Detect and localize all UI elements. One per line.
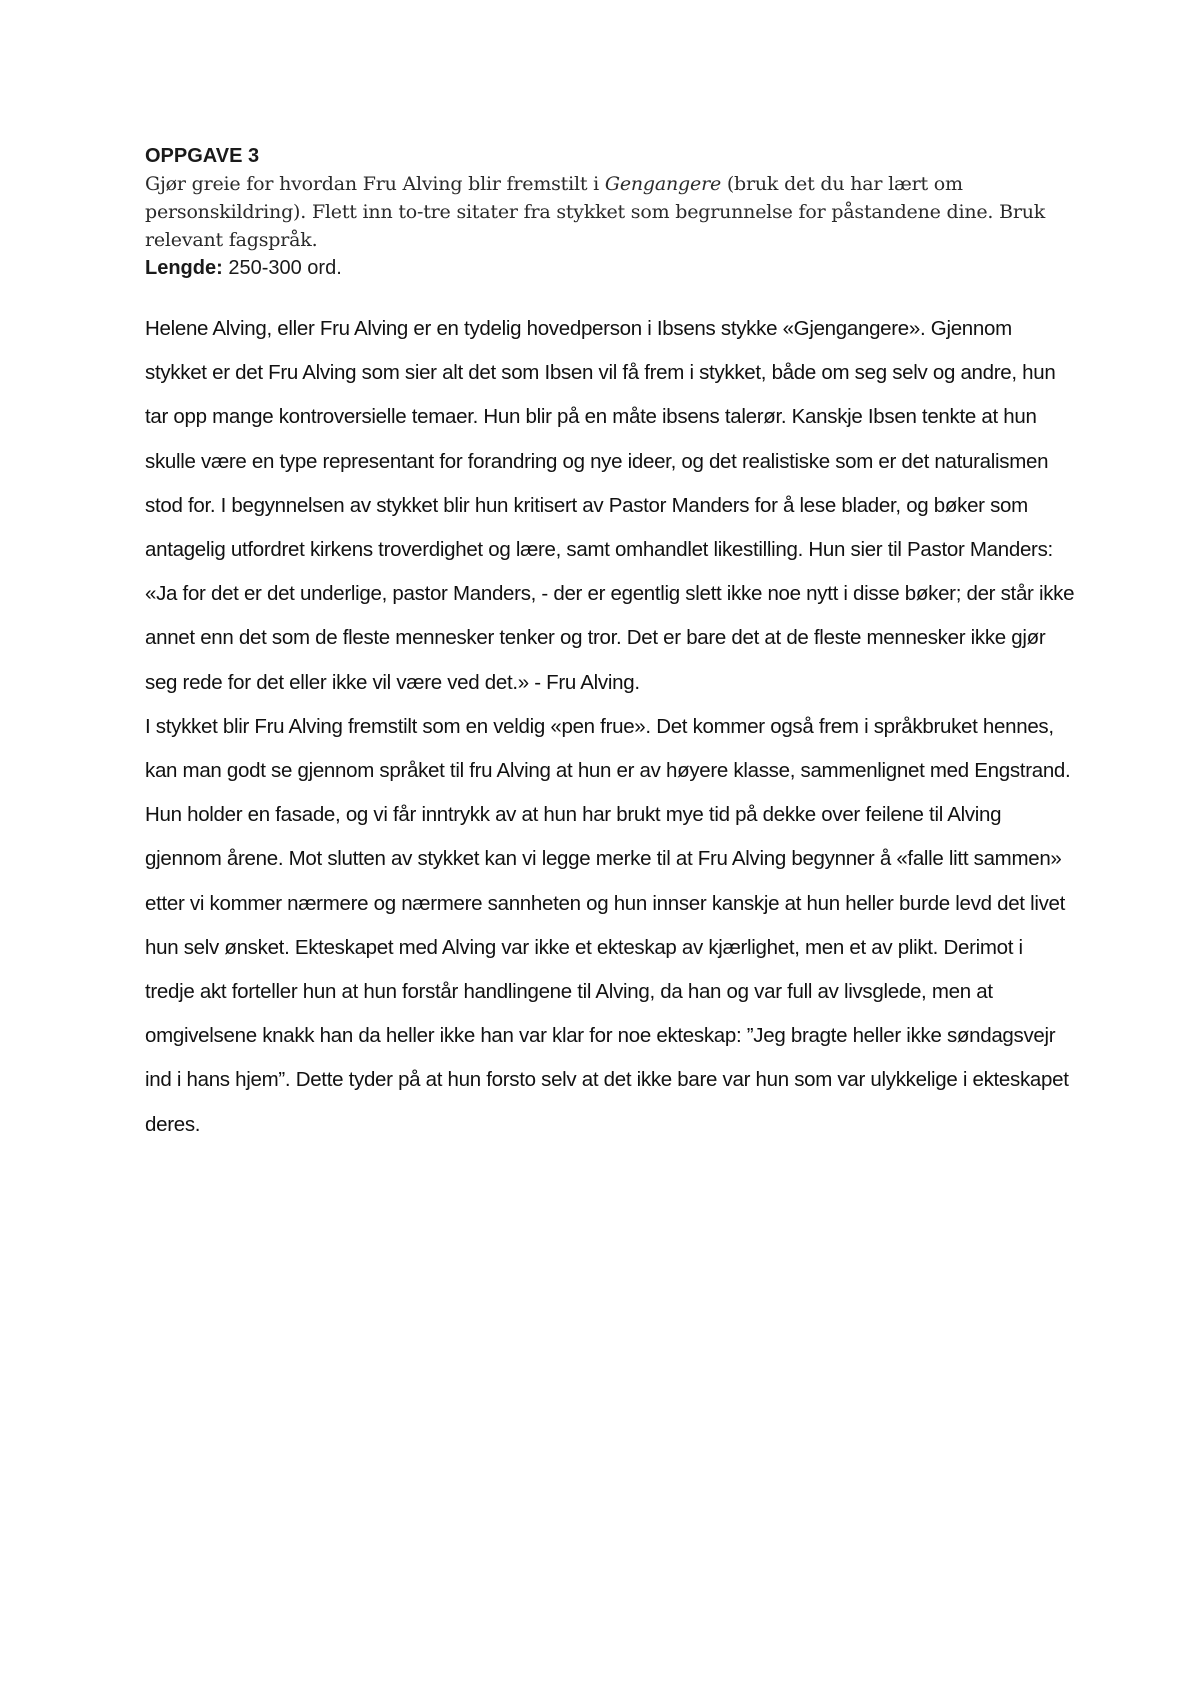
length-requirement xyxy=(145,254,1075,282)
answer-paragraph-2: I stykket blir Fru Alving fremstilt som en veldig «pen frue». Det kommer også frem i språkbruket hennes, kan man godt se gjennom språket til fru Alving at hun er av høyere klasse, sammenlignet med Engstrand. Hun holder en fasade, og vi får inntrykk av at hun har brukt mye tid på dekke over feilene til Alving gjennom årene. Mot slutten av stykket kan vi legge merke til at Fru Alving begynner å «falle litt sammen» etter vi kommer nærmere og nærmere sannheten og hun innser kanskje at hun heller burde levd det livet hun selv ønsket. Ekteskapet med Alving var ikke et ekteskap av kjærlighet, men et av plikt. Derimot i tredje akt forteller hun at hun forstår handlingene til Alving, da han og var full av livsglede, men at omgivelsene knakk han da heller ikke han var klar for noe ekteskap: ”Jeg bragte heller ikke søndagsvejr ind i hans hjem”. Dette tyder på at hun forsto selv at det ikke bare var hun som var ulykkelige i ekteskapet deres. xyxy=(145,714,1071,1136)
task-text-end: (bruk det du har lært om personskildring). Flett inn to-tre sitater fra stykket som begrunnelse for påstandene dine. Bruk relevant fagspråk. xyxy=(145,173,1046,251)
answer-text xyxy=(145,307,1075,1147)
task-text-start: Gjør greie for hvordan Fru Alving blir fremstilt i xyxy=(145,173,605,195)
play-title: Gengangere xyxy=(604,173,721,195)
assignment-task xyxy=(145,170,1075,254)
length-label: Lengde: xyxy=(145,257,223,279)
document-content xyxy=(145,143,1075,1147)
assignment-heading: OPPGAVE 3 xyxy=(145,145,260,167)
length-value: 250-300 ord. xyxy=(222,257,342,279)
answer-paragraph-1: Helene Alving, eller Fru Alving er en tydelig hovedperson i Ibsens stykke «Gjengangere». Gjennom stykket er det Fru Alving som sier alt det som Ibsen vil få frem i stykket, både om seg selv og andre, hun tar opp mange kontroversielle temaer. Hun blir på en måte ibsens talerør. Kanskje Ibsen tenkte at hun skulle være en type representant for forandring og nye ideer, og det realistiske som er det naturalismen stod for. I begynnelsen av stykket blir hun kritisert av Pastor Manders for å lese blader, og bøker som antagelig utfordret kirkens troverdighet og lære, samt omhandlet likestilling. Hun sier til Pastor Manders: «Ja for det er det underlige, pastor Manders, - der er egentlig slett ikke noe nytt i disse bøker; der står ikke annet enn det som de fleste mennesker tenker og tror. Det er bare det at de fleste mennesker ikke gjør seg rede for det eller ikke vil være ved det.» - Fru Alving. xyxy=(145,317,1075,694)
